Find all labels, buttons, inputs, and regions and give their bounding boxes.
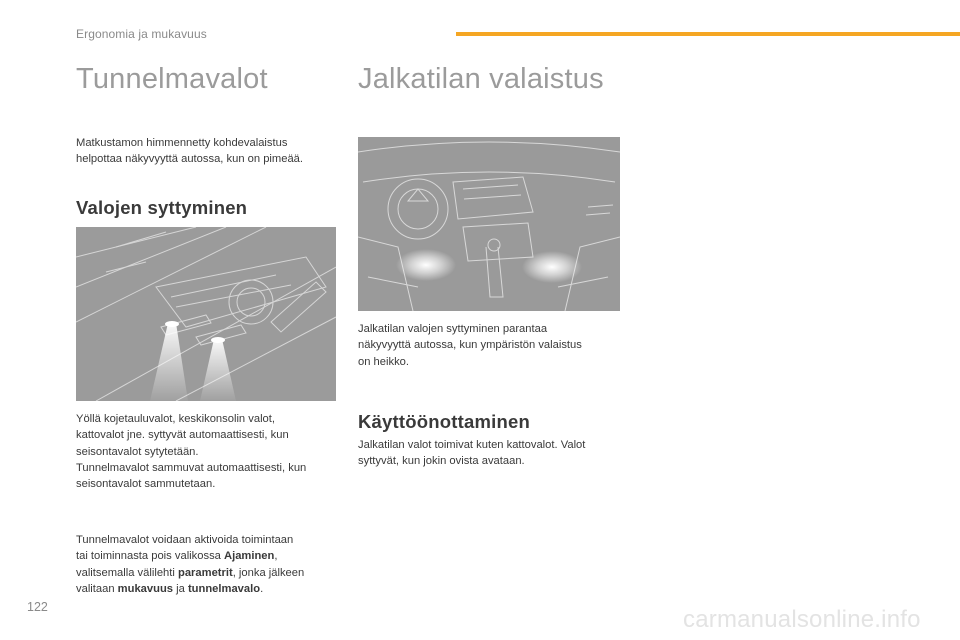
footwell-light-glow	[396, 249, 456, 281]
right-caption-paragraph	[358, 321, 582, 370]
menu-item-name: mukavuus	[117, 582, 174, 595]
text-line: näkyvyyttä autossa, kun ympäristön valaistus	[358, 339, 582, 352]
text-line: valitsemalla välilehti parametrit, jonka jälkeen	[76, 566, 305, 579]
text-line: syttyvät, kun jokin ovista avataan.	[358, 455, 525, 468]
right-body-paragraph	[358, 437, 585, 470]
left-body-paragraph	[76, 411, 306, 492]
accent-bar	[456, 32, 960, 36]
menu-name: Ajaminen	[224, 550, 275, 563]
cabin-interior-drawing	[358, 137, 620, 311]
ceiling-console-drawing	[76, 227, 336, 401]
left-subheading: Valojen syttyminen	[76, 197, 248, 218]
footwell-lighting-illustration	[358, 137, 620, 311]
footwell-light-glow	[522, 251, 582, 283]
text-line: seisontavalot sytytetään.	[76, 445, 199, 458]
text-line: tai toiminnasta pois valikossa Ajaminen,	[76, 550, 278, 563]
text-line: Jalkatilan valot toimivat kuten kattovalot. Valot	[358, 439, 586, 451]
watermark: carmanualsonline.info	[683, 606, 921, 633]
section-label: Ergonomia ja mukavuus	[76, 27, 207, 41]
text-line: on heikko.	[358, 355, 409, 368]
menu-item-name: tunnelmavalo	[187, 582, 261, 595]
text-line: Tunnelmavalot voidaan aktivoida toimintaan	[76, 534, 294, 546]
text-line: helpottaa näkyvyyttä autossa, kun on pimeää.	[76, 153, 304, 166]
right-page-title: Jalkatilan valaistus	[358, 63, 604, 95]
text-line: Matkustamon himmennetty kohdevalaistus	[76, 137, 288, 149]
ambient-lighting-illustration	[76, 227, 336, 401]
left-activation-paragraph	[76, 532, 304, 597]
left-page-title: Tunnelmavalot	[76, 63, 268, 95]
text-line: seisontavalot sammutetaan.	[76, 478, 216, 491]
right-subheading: Käyttöönottaminen	[358, 411, 530, 432]
text-line: Yöllä kojetauluvalot, keskikonsolin valot,	[76, 413, 275, 425]
text-line: valitaan mukavuus ja tunnelmavalo.	[76, 582, 264, 595]
tab-name: parametrit	[177, 566, 233, 579]
text-line: kattovalot jne. syttyvät automaattisesti, kun	[76, 429, 289, 442]
left-intro-paragraph	[76, 135, 303, 168]
text-line: Jalkatilan valojen syttyminen parantaa	[358, 323, 548, 335]
text-line: Tunnelmavalot sammuvat automaattisesti, kun	[76, 461, 307, 474]
page-number: 122	[27, 600, 48, 614]
